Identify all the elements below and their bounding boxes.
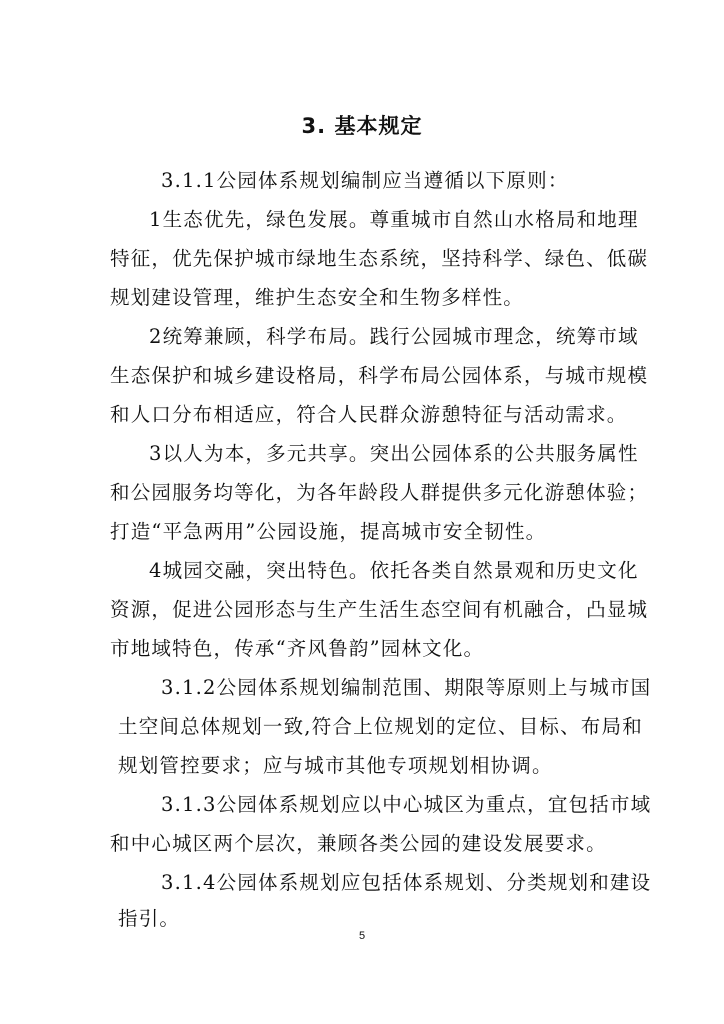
principle-2-line-3: 和人口分布相适应，符合人民群众游憩特征与活动需求。 [110,403,628,426]
page-title: 3. 基本规定 [301,114,423,138]
principle-3-line-1: 3以人为本，多元共享。突出公园体系的公共服务属性 [149,442,639,465]
principle-3-line-2: 和公园服务均等化，为各年龄段人群提供多元化游憩体验； [110,481,649,504]
principle-3-line-3: 打造“平急两用”公园设施，提高城市安全韧性。 [110,520,547,543]
page-number: 5 [358,930,366,942]
clause-3-1-4-line-2: 指引。 [118,907,181,930]
principle-2-line-1: 2统筹兼顾，科学布局。践行公园城市理念，统筹市域 [149,325,639,348]
principle-4-line-2: 资源，促进公园形态与生产生活生态空间有机融合，凸显城 [110,598,649,621]
clause-3-1-2-line-3: 规划管控要求；应与城市其他专项规划相协调。 [118,754,553,777]
clause-3-1-1-heading: 3.1.1公园体系规划编制应当遵循以下原则： [161,169,569,192]
clause-3-1-4-line-1: 3.1.4公园体系规划应包括体系规划、分类规划和建设 [161,871,652,894]
principle-1-line-3: 规划建设管理，维护生态安全和生物多样性。 [110,286,525,309]
clause-3-1-3-line-2: 和中心城区两个层次，兼顾各类公园的建设发展要求。 [110,832,607,855]
principle-1-line-2: 特征，优先保护城市绿地生态系统，坚持科学、绿色、低碳 [110,247,649,270]
principle-1-line-1: 1生态优先，绿色发展。尊重城市自然山水格局和地理 [149,208,639,231]
clause-3-1-2-line-1: 3.1.2公园体系规划编制范围、期限等原则上与城市国 [161,676,652,699]
principle-4-line-1: 4城园交融，突出特色。依托各类自然景观和历史文化 [149,559,639,582]
principle-2-line-2: 生态保护和城乡建设格局，科学布局公园体系，与城市规模 [110,364,649,387]
clause-3-1-2-line-2: 土空间总体规划一致,符合上位规划的定位、目标、布局和 [118,715,643,738]
principle-4-line-3: 市地域特色，传承“齐风鲁韵”园林文化。 [110,637,485,660]
clause-3-1-3-line-1: 3.1.3公园体系规划应以中心城区为重点，宜包括市域 [161,793,652,816]
